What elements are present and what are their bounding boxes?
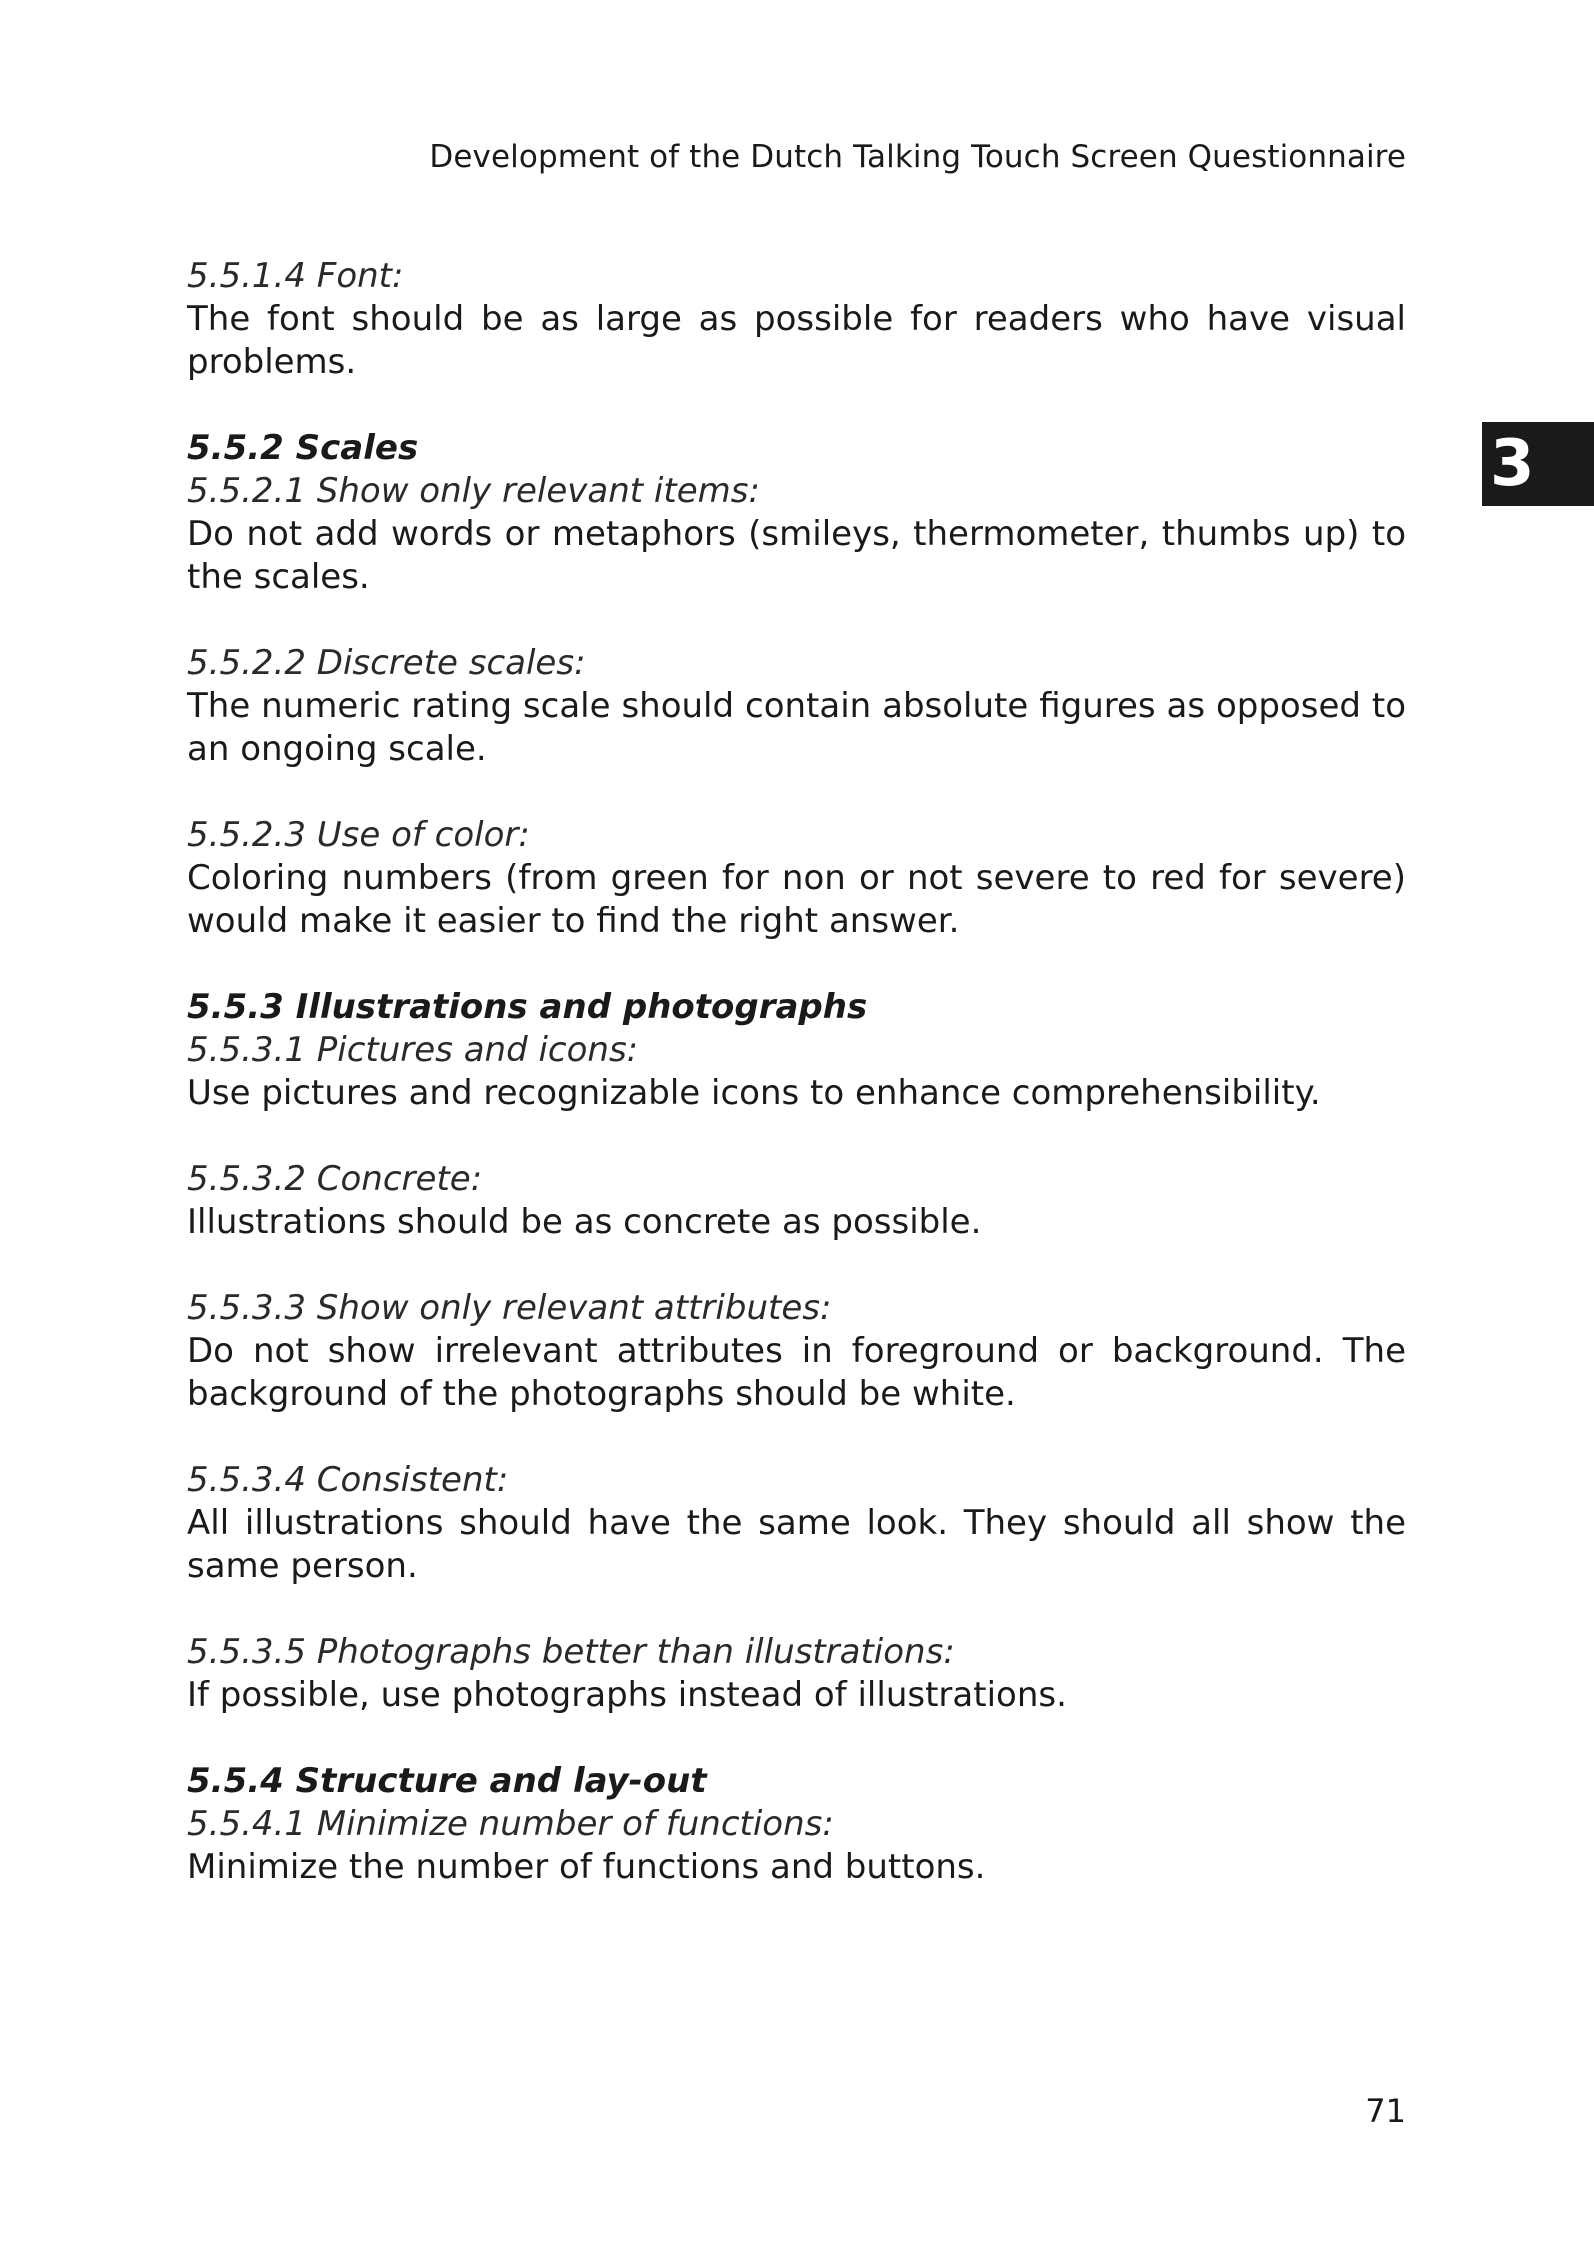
guideline-text: All illustrations should have the same look. They should all show the same person.: [187, 1503, 1406, 1586]
subsection-title: 5.5.1.4 Font:: [187, 256, 404, 296]
subsection-title: 5.5.3.5 Photographs better than illustrations:: [187, 1632, 955, 1672]
guideline-text: If possible, use photographs instead of illustrations.: [187, 1675, 1067, 1715]
guideline-text: The font should be as large as possible for readers who have visual problems.: [187, 299, 1406, 382]
guideline-photographs: [187, 1631, 1406, 1717]
subsection-title: 5.5.2.3 Use of color:: [187, 815, 530, 855]
section-title: 5.5.3 Illustrations and photographs: [187, 987, 868, 1027]
guideline-use-of-color: [187, 814, 1406, 943]
subsection-title: 5.5.2.1 Show only relevant items:: [187, 471, 760, 511]
guideline-text: Coloring numbers (from green for non or not severe to red for severe) would make it easier to find the right answer.: [187, 858, 1406, 941]
subsection-title: 5.5.3.2 Concrete:: [187, 1159, 483, 1199]
subsection-title: 5.5.2.2 Discrete scales:: [187, 643, 586, 683]
subsection-title: 5.5.3.1 Pictures and icons:: [187, 1030, 639, 1070]
chapter-tab: 3: [1482, 422, 1594, 506]
page-number: 71: [1365, 2092, 1406, 2130]
guideline-text: Do not add words or metaphors (smileys, thermometer, thumbs up) to the scales.: [187, 514, 1406, 597]
guideline-discrete-scales: [187, 642, 1406, 771]
guideline-text: Minimize the number of functions and buttons.: [187, 1847, 986, 1887]
page-content: [187, 255, 1406, 1932]
subsection-title: 5.5.3.4 Consistent:: [187, 1460, 509, 1500]
subsection-title: 5.5.3.3 Show only relevant attributes:: [187, 1288, 832, 1328]
section-structure-layout: [187, 1760, 1406, 1889]
guideline-font: [187, 255, 1406, 384]
guideline-text: The numeric rating scale should contain absolute figures as opposed to an ongoing scale.: [187, 686, 1406, 769]
guideline-concrete: [187, 1158, 1406, 1244]
section-scales: [187, 427, 1406, 599]
guideline-text: Do not show irrelevant attributes in foreground or background. The background of the photographs should be white.: [187, 1331, 1406, 1414]
section-title: 5.5.2 Scales: [187, 428, 419, 468]
guideline-relevant-attributes: [187, 1287, 1406, 1416]
section-illustrations: [187, 986, 1406, 1115]
guideline-consistent: [187, 1459, 1406, 1588]
guideline-text: Illustrations should be as concrete as possible.: [187, 1202, 982, 1242]
subsection-title: 5.5.4.1 Minimize number of functions:: [187, 1804, 834, 1844]
guideline-text: Use pictures and recognizable icons to enhance comprehensibility.: [187, 1073, 1321, 1113]
running-header: Development of the Dutch Talking Touch Screen Questionnaire: [429, 139, 1406, 175]
section-title: 5.5.4 Structure and lay-out: [187, 1761, 707, 1801]
